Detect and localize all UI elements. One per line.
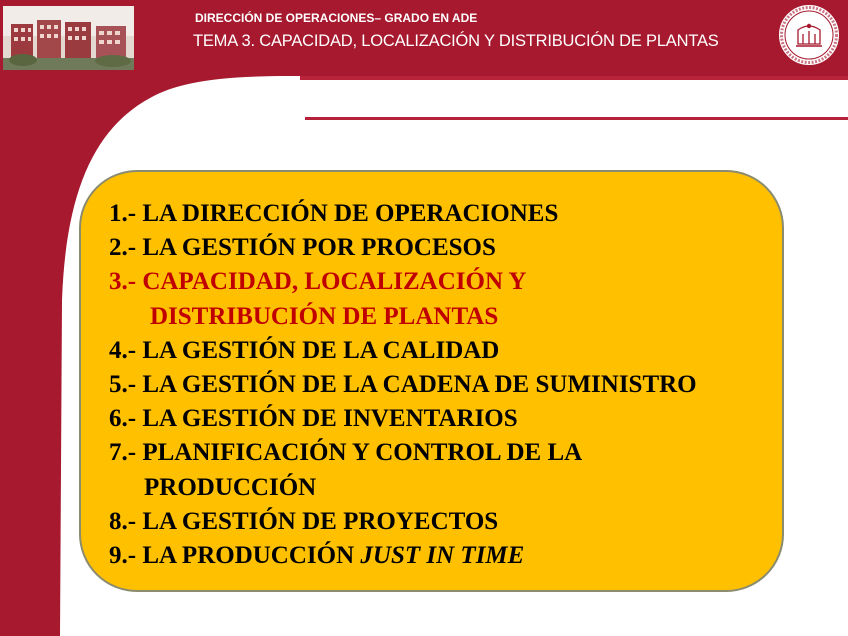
agenda-item-3-continuation: DISTRIBUCIÓN DE PLANTAS bbox=[150, 302, 499, 330]
agenda-list bbox=[109, 197, 697, 573]
agenda-item-3-active: 3.- CAPACIDAD, LOCALIZACIÓN Y bbox=[109, 268, 527, 296]
agenda-item-9: 9.- LA PRODUCCIÓN JUST IN TIME bbox=[109, 541, 525, 569]
university-seal-icon bbox=[776, 2, 842, 68]
agenda-item-2: 2.- LA GESTIÓN POR PROCESOS bbox=[109, 234, 496, 262]
header-divider bbox=[305, 117, 848, 120]
agenda-item-1: 1.- LA DIRECCIÓN DE OPERACIONES bbox=[109, 200, 559, 227]
course-title: DIRECCIÓN DE OPERACIONES– GRADO EN ADE bbox=[195, 11, 478, 25]
header-band-highlight bbox=[300, 76, 848, 80]
building-logo bbox=[3, 6, 134, 70]
agenda-item-9-italic: JUST IN TIME bbox=[360, 541, 525, 569]
agenda-item-7: 7.- PLANIFICACIÓN Y CONTROL DE LA bbox=[109, 439, 583, 467]
agenda-item-8: 8.- LA GESTIÓN DE PROYECTOS bbox=[109, 507, 499, 535]
agenda-item-7-continuation: PRODUCCIÓN bbox=[144, 473, 317, 501]
topic-title: TEMA 3. CAPACIDAD, LOCALIZACIÓN Y DISTRIBUCIÓN DE PLANTAS bbox=[193, 32, 719, 50]
agenda-item-4: 4.- LA GESTIÓN DE LA CALIDAD bbox=[109, 336, 500, 364]
agenda-item-6: 6.- LA GESTIÓN DE INVENTARIOS bbox=[109, 405, 518, 433]
agenda-item-5: 5.- LA GESTIÓN DE LA CADENA DE SUMINISTRO bbox=[109, 370, 697, 398]
